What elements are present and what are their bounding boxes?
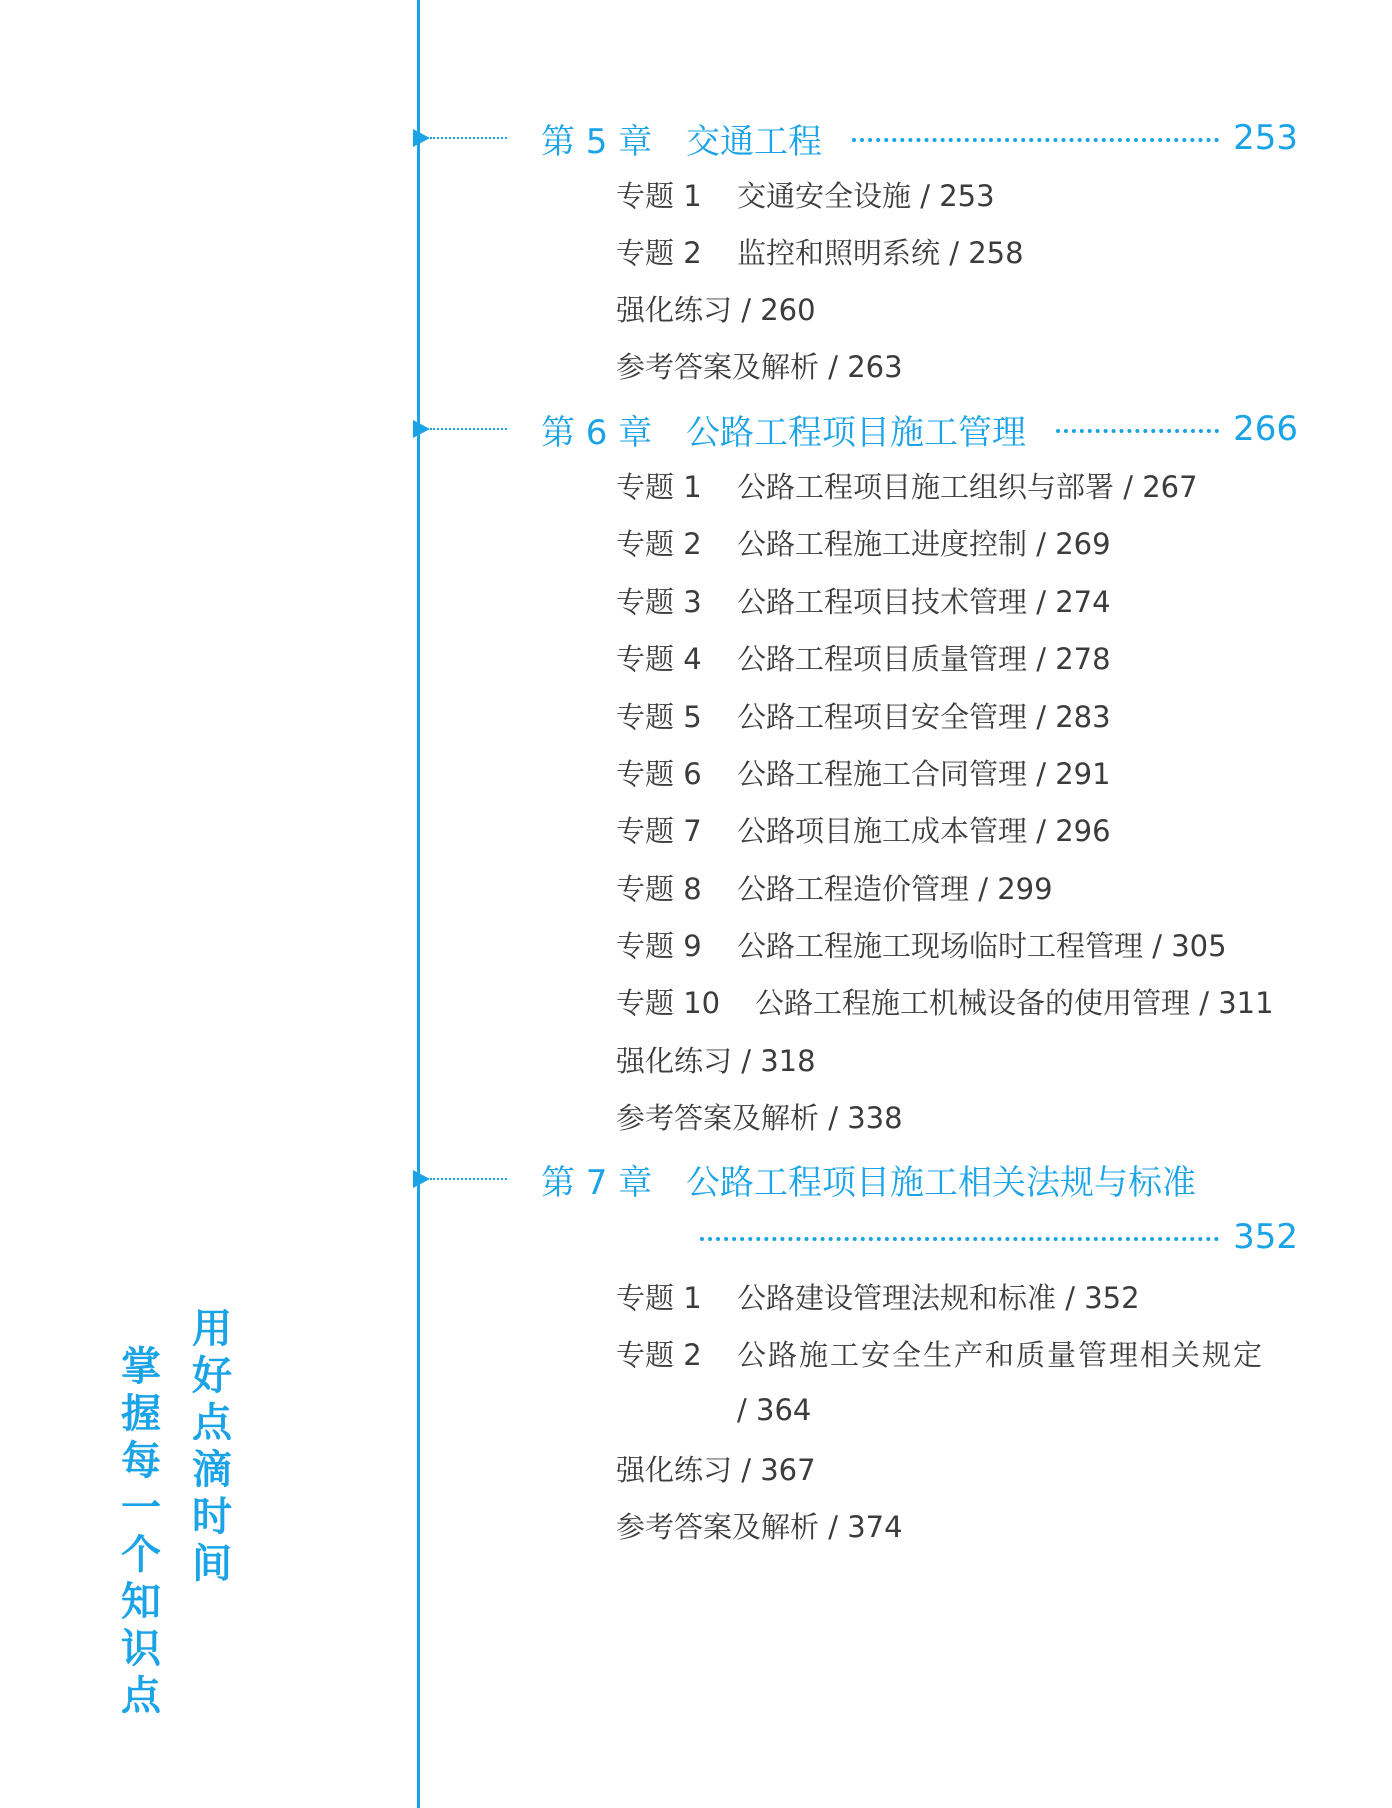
chapter-page: 253 bbox=[1233, 118, 1298, 158]
toc-entry[interactable] bbox=[616, 286, 816, 330]
slogan-char: 知 bbox=[121, 1578, 161, 1625]
topic-text: 强化练习 / 318 bbox=[616, 1043, 816, 1078]
chapter-title: 公路工程项目施工相关法规与标准 bbox=[686, 1162, 1196, 1203]
slogan-char: 滴 bbox=[192, 1446, 232, 1493]
toc-entry-continuation[interactable] bbox=[737, 1388, 811, 1432]
chapter-heading[interactable] bbox=[541, 1155, 1298, 1203]
topic-label: 专题 4 bbox=[616, 641, 702, 676]
toc-entry[interactable] bbox=[616, 1503, 903, 1547]
chapter-page: 352 bbox=[1233, 1217, 1298, 1257]
topic-text: 公路施工安全生产和质量管理相关规定 bbox=[737, 1337, 1265, 1372]
dot-leader bbox=[1056, 429, 1219, 433]
toc-entry[interactable] bbox=[616, 1094, 903, 1138]
topic-text: 公路工程施工机械设备的使用管理 / 311 bbox=[755, 985, 1274, 1020]
topic-label: 专题 2 bbox=[616, 1337, 702, 1372]
toc-entry[interactable] bbox=[616, 172, 995, 216]
chapter-number: 第 5 章 bbox=[541, 121, 653, 162]
slogan-char: 每 bbox=[121, 1437, 161, 1484]
slogan-char: 时 bbox=[192, 1493, 232, 1540]
chapter-marker-arrow-icon bbox=[413, 420, 507, 438]
topic-text: 参考答案及解析 / 374 bbox=[616, 1509, 903, 1544]
topic-text: 参考答案及解析 / 263 bbox=[616, 349, 903, 384]
chapter-title: 公路工程项目施工管理 bbox=[686, 412, 1026, 453]
slogan-char: 点 bbox=[192, 1399, 232, 1446]
toc-entry[interactable] bbox=[616, 693, 1111, 737]
topic-text: 强化练习 / 367 bbox=[616, 1452, 816, 1487]
topic-text: 交通安全设施 / 253 bbox=[737, 178, 995, 213]
slogan-right-column bbox=[192, 1305, 232, 1587]
topic-label: 专题 9 bbox=[616, 928, 702, 963]
slogan-char: 握 bbox=[121, 1390, 161, 1437]
dot-leader bbox=[852, 138, 1219, 142]
topic-text: 强化练习 / 260 bbox=[616, 292, 816, 327]
topic-label: 专题 1 bbox=[616, 178, 702, 213]
toc-entry[interactable] bbox=[616, 1274, 1140, 1318]
topic-label: 专题 8 bbox=[616, 871, 702, 906]
slogan-left-column bbox=[121, 1343, 161, 1719]
topic-text: 参考答案及解析 / 338 bbox=[616, 1100, 903, 1135]
topic-label: 专题 6 bbox=[616, 756, 702, 791]
topic-text: 公路工程项目质量管理 / 278 bbox=[737, 641, 1111, 676]
toc-entry[interactable] bbox=[616, 922, 1227, 966]
topic-label: 专题 1 bbox=[616, 469, 702, 504]
topic-label: 专题 7 bbox=[616, 813, 702, 848]
toc-entry[interactable] bbox=[616, 520, 1111, 564]
slogan-char: 间 bbox=[192, 1540, 232, 1587]
toc-entry[interactable] bbox=[616, 750, 1111, 794]
slogan-char: 用 bbox=[192, 1305, 232, 1352]
toc-entry[interactable] bbox=[616, 229, 1024, 273]
chapter-number: 第 7 章 bbox=[541, 1162, 653, 1203]
topic-text: 公路工程项目安全管理 / 283 bbox=[737, 699, 1111, 734]
toc-entry[interactable] bbox=[616, 1446, 816, 1490]
topic-text: 公路工程项目施工组织与部署 / 267 bbox=[737, 469, 1198, 504]
topic-text: 公路项目施工成本管理 / 296 bbox=[737, 813, 1111, 848]
topic-text: 公路工程施工进度控制 / 269 bbox=[737, 526, 1111, 561]
chapter-number: 第 6 章 bbox=[541, 412, 653, 453]
chapter-marker-arrow-icon bbox=[413, 129, 507, 147]
toc-entry[interactable] bbox=[616, 1037, 816, 1081]
topic-label: 专题 10 bbox=[616, 985, 721, 1020]
slogan-char: 掌 bbox=[121, 1343, 161, 1390]
toc-entry[interactable] bbox=[616, 635, 1111, 679]
chapter-page-row[interactable] bbox=[700, 1213, 1298, 1261]
toc-entry[interactable] bbox=[616, 343, 903, 387]
dot-leader bbox=[700, 1237, 1219, 1241]
topic-label: 专题 3 bbox=[616, 584, 702, 619]
topic-text: 公路建设管理法规和标准 / 352 bbox=[737, 1280, 1140, 1315]
chapter-marker-arrow-icon bbox=[413, 1170, 507, 1188]
topic-text-continuation: / 364 bbox=[737, 1393, 812, 1427]
toc-entry[interactable] bbox=[616, 463, 1198, 507]
topic-text: 监控和照明系统 / 258 bbox=[737, 235, 1024, 270]
toc-entry[interactable] bbox=[616, 979, 1274, 1023]
topic-label: 专题 1 bbox=[616, 1280, 702, 1315]
toc-entry[interactable] bbox=[616, 807, 1111, 851]
chapter-page: 266 bbox=[1233, 409, 1298, 449]
topic-label: 专题 2 bbox=[616, 526, 702, 561]
chapter-heading[interactable] bbox=[541, 114, 1298, 162]
slogan-char: 识 bbox=[121, 1625, 161, 1672]
toc-entry[interactable] bbox=[616, 865, 1053, 909]
toc-spine-line bbox=[417, 0, 420, 1808]
topic-text: 公路工程项目技术管理 / 274 bbox=[737, 584, 1111, 619]
toc-entry[interactable] bbox=[616, 1331, 1264, 1375]
slogan-char: 点 bbox=[121, 1672, 161, 1719]
slogan-char: 个 bbox=[121, 1531, 161, 1578]
slogan-char: 好 bbox=[192, 1352, 232, 1399]
topic-text: 公路工程施工合同管理 / 291 bbox=[737, 756, 1111, 791]
chapter-heading[interactable] bbox=[541, 405, 1298, 453]
topic-label: 专题 5 bbox=[616, 699, 702, 734]
chapter-title: 交通工程 bbox=[686, 121, 822, 162]
topic-text: 公路工程施工现场临时工程管理 / 305 bbox=[737, 928, 1227, 963]
toc-entry[interactable] bbox=[616, 578, 1111, 622]
slogan-char: 一 bbox=[121, 1484, 161, 1531]
topic-text: 公路工程造价管理 / 299 bbox=[737, 871, 1053, 906]
topic-label: 专题 2 bbox=[616, 235, 702, 270]
